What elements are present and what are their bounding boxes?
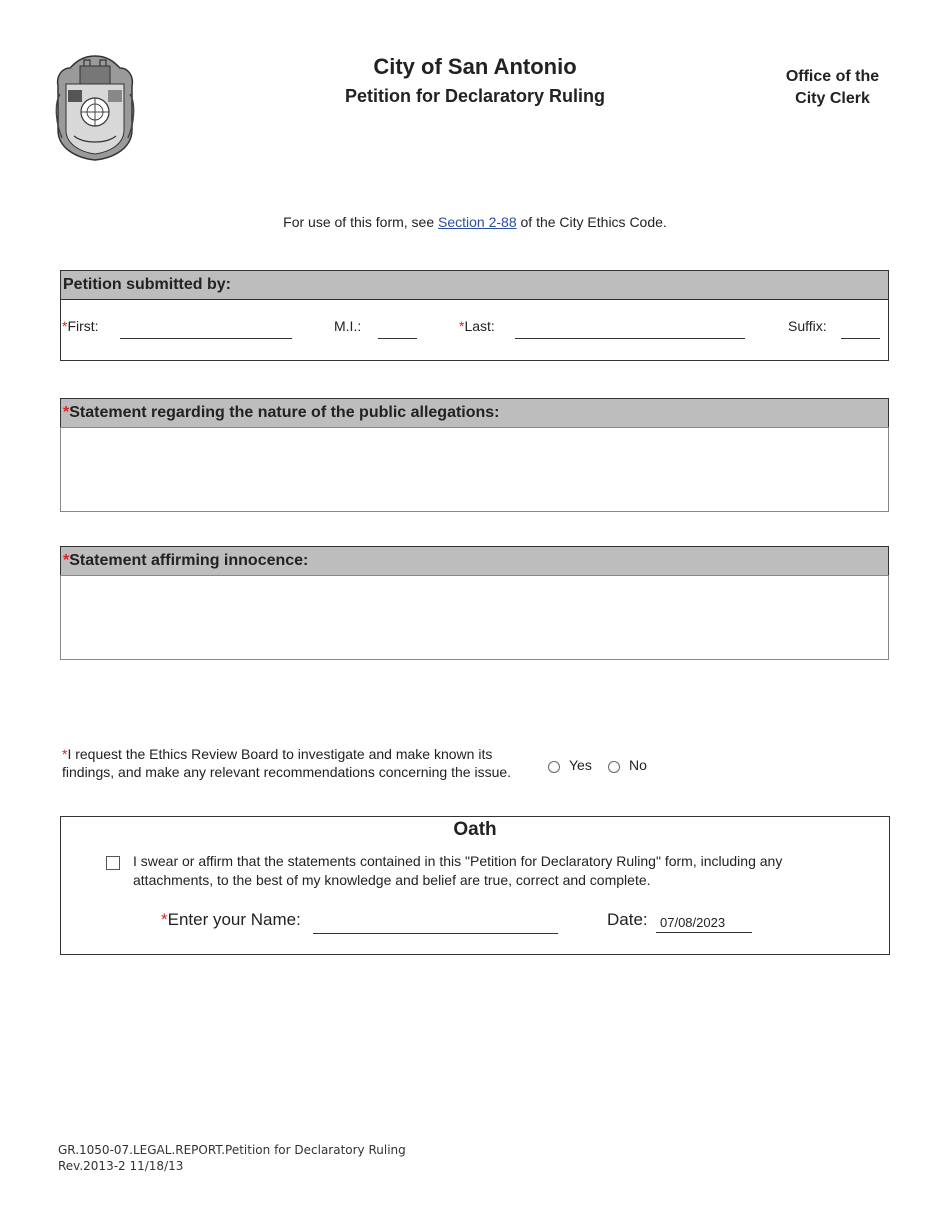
innocence-textarea[interactable] xyxy=(60,575,889,660)
oath-checkbox[interactable] xyxy=(106,856,120,870)
office-label xyxy=(760,66,905,110)
innocence-heading xyxy=(60,546,889,576)
middle-initial-field[interactable] xyxy=(378,338,417,339)
request-line-1 xyxy=(62,745,511,763)
oath-title: Oath xyxy=(453,819,497,840)
last-label xyxy=(459,318,495,334)
request-line-1-text: I request the Ethics Review Board to investigate and make known its xyxy=(67,746,493,762)
first-label xyxy=(62,318,99,334)
office-line-1: Office of the xyxy=(785,68,880,85)
name-label xyxy=(161,910,301,930)
suffix-label: Suffix: xyxy=(788,318,827,334)
allegations-heading xyxy=(60,398,889,428)
required-mark: * xyxy=(459,318,465,334)
allegations-textarea[interactable] xyxy=(60,427,889,512)
innocence-heading-text: Statement affirming innocence: xyxy=(69,552,309,569)
signature-name-field[interactable] xyxy=(313,933,558,934)
section-2-88-link[interactable]: Section 2-88 xyxy=(438,214,517,230)
oath-statement xyxy=(133,852,782,890)
petitioner-heading: Petition submitted by: xyxy=(60,270,889,300)
oath-statement-line-1: I swear or affirm that the statements contained in this "Petition for Declaratory Ruling" form, including any xyxy=(133,853,783,869)
name-label-text: Enter your Name: xyxy=(167,910,301,929)
request-text xyxy=(62,745,511,781)
required-mark: * xyxy=(62,318,68,334)
form-footer xyxy=(58,1142,406,1174)
first-name-field[interactable] xyxy=(120,338,292,339)
yes-radio[interactable] xyxy=(548,761,560,773)
office-line-2: City Clerk xyxy=(795,90,870,107)
oath-statement-line-2: attachments, to the best of my knowledge and belief are true, correct and complete. xyxy=(133,872,651,888)
intro-prefix: For use of this form, see xyxy=(283,214,439,230)
required-mark: * xyxy=(63,404,70,421)
request-line-2: findings, and make any relevant recommendations concerning the issue. xyxy=(62,764,512,780)
allegations-heading-text: Statement regarding the nature of the public allegations: xyxy=(69,404,500,421)
no-label: No xyxy=(629,757,647,773)
intro-text xyxy=(0,214,950,230)
first-label-text: First: xyxy=(67,318,99,334)
city-title: City of San Antonio xyxy=(373,54,577,79)
yes-label: Yes xyxy=(569,757,592,773)
no-radio[interactable] xyxy=(608,761,620,773)
footer-revision: Rev.2013-2 11/18/13 xyxy=(58,1159,184,1173)
mi-label: M.I.: xyxy=(334,318,362,334)
last-label-text: Last: xyxy=(464,318,495,334)
petitioner-section xyxy=(60,270,889,361)
required-mark: * xyxy=(63,552,70,569)
footer-form-code: GR.1050-07.LEGAL.REPORT.Petition for Declaratory Ruling xyxy=(58,1143,406,1157)
required-mark: * xyxy=(161,910,168,929)
date-field[interactable]: 07/08/2023 xyxy=(656,913,752,933)
intro-suffix: of the City Ethics Code. xyxy=(516,214,667,230)
suffix-field[interactable] xyxy=(841,338,880,339)
required-mark: * xyxy=(62,746,68,762)
last-name-field[interactable] xyxy=(515,338,745,339)
form-title: Petition for Declaratory Ruling xyxy=(344,86,606,106)
date-label: Date: xyxy=(607,910,648,929)
